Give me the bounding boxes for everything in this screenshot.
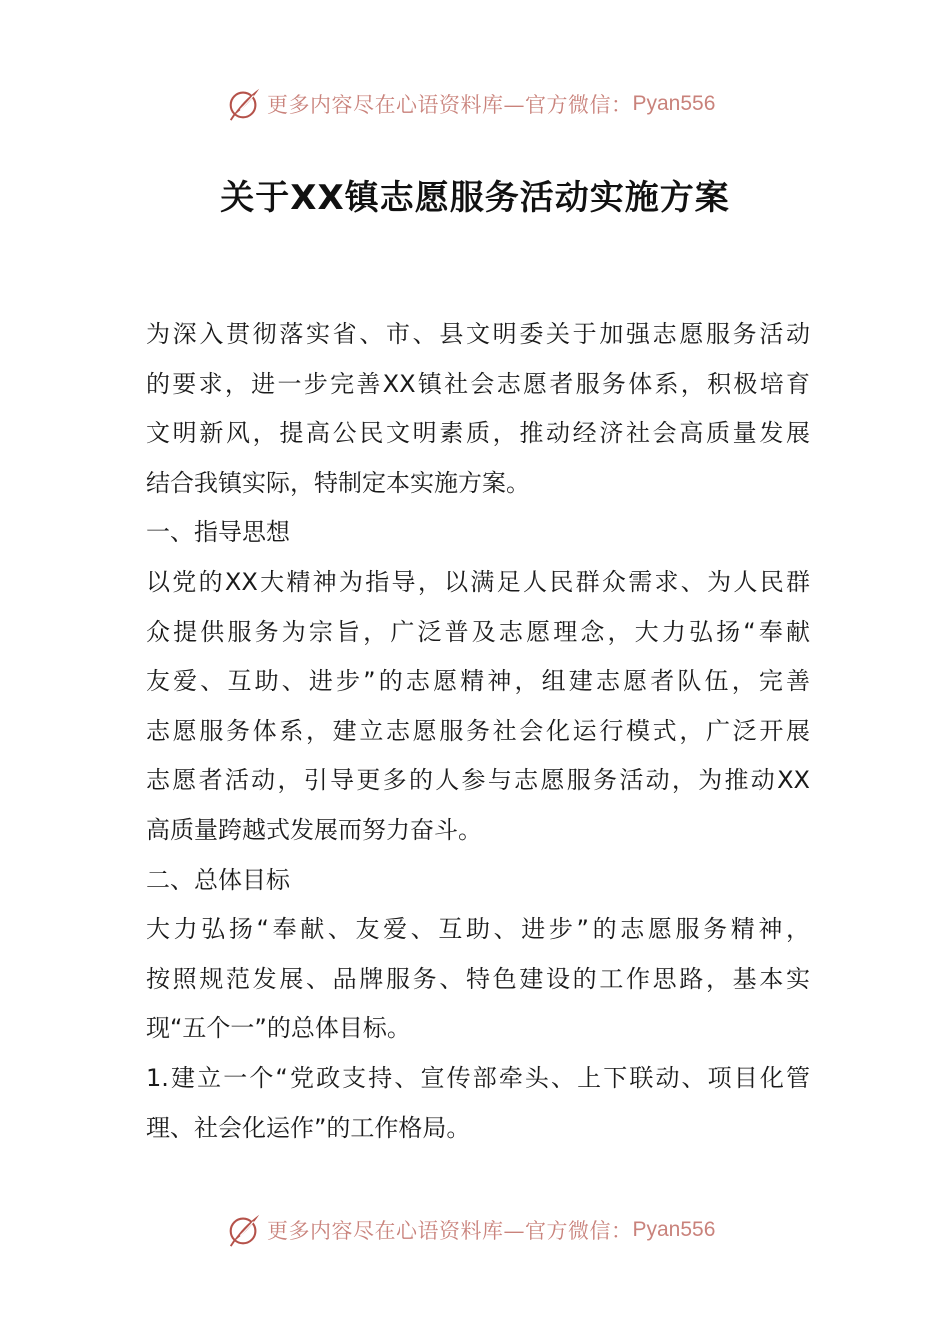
body-line: 现“五个一”的总体目标。 — [146, 1014, 411, 1043]
document-title: 关于XX镇志愿服务活动实施方案 — [220, 178, 730, 218]
body-line: 理、社会化运作”的工作格局。 — [146, 1113, 471, 1142]
watermark-footer — [225, 1208, 715, 1252]
section-heading-overall-goal: 二、总体目标 — [146, 865, 290, 894]
watermark-text: 更多内容尽在心语资料库—官方微信： — [267, 1219, 633, 1243]
watermark-wechat-id: Pyan556 — [632, 1218, 716, 1241]
section-heading-guiding-ideology: 一、指导思想 — [146, 518, 290, 547]
body-line: 众提供服务为宗旨，广泛普及志愿理念，大力弘扬“奉献 — [146, 617, 810, 646]
body-line: 的要求，进一步完善XX镇社会志愿者服务体系，积极培育 — [146, 369, 810, 398]
quill-pen-logo-icon — [225, 85, 263, 123]
watermark-header — [225, 82, 715, 126]
body-line: 高质量跨越式发展而努力奋斗。 — [146, 815, 482, 844]
watermark-text: 更多内容尽在心语资料库—官方微信： — [267, 93, 633, 117]
body-line: 按照规范发展、品牌服务、特色建设的工作思路，基本实 — [146, 964, 810, 993]
quill-pen-logo-icon — [225, 1211, 263, 1249]
body-line: 以党的XX大精神为指导，以满足人民群众需求、为人民群 — [146, 567, 810, 596]
document-body — [146, 310, 810, 1153]
body-line: 志愿者活动，引导更多的人参与志愿服务活动，为推动XX — [146, 766, 810, 795]
body-line: 文明新风，提高公民文明素质，推动经济社会高质量发展 — [146, 419, 810, 448]
body-line: 志愿服务体系，建立志愿服务社会化运行模式，广泛开展 — [146, 716, 810, 745]
body-line: 大力弘扬“奉献、友爱、互助、进步”的志愿服务精神， — [146, 915, 810, 944]
list-item-1: 1.建立一个“党政支持、宣传部牵头、上下联动、项目化管 — [146, 1063, 810, 1092]
body-line: 为深入贯彻落实省、市、县文明委关于加强志愿服务活动 — [146, 320, 810, 348]
body-line: 结合我镇实际，特制定本实施方案。 — [146, 468, 530, 497]
body-line: 友爱、互助、进步”的志愿精神，组建志愿者队伍，完善 — [146, 667, 810, 696]
watermark-wechat-id: Pyan556 — [632, 92, 716, 115]
